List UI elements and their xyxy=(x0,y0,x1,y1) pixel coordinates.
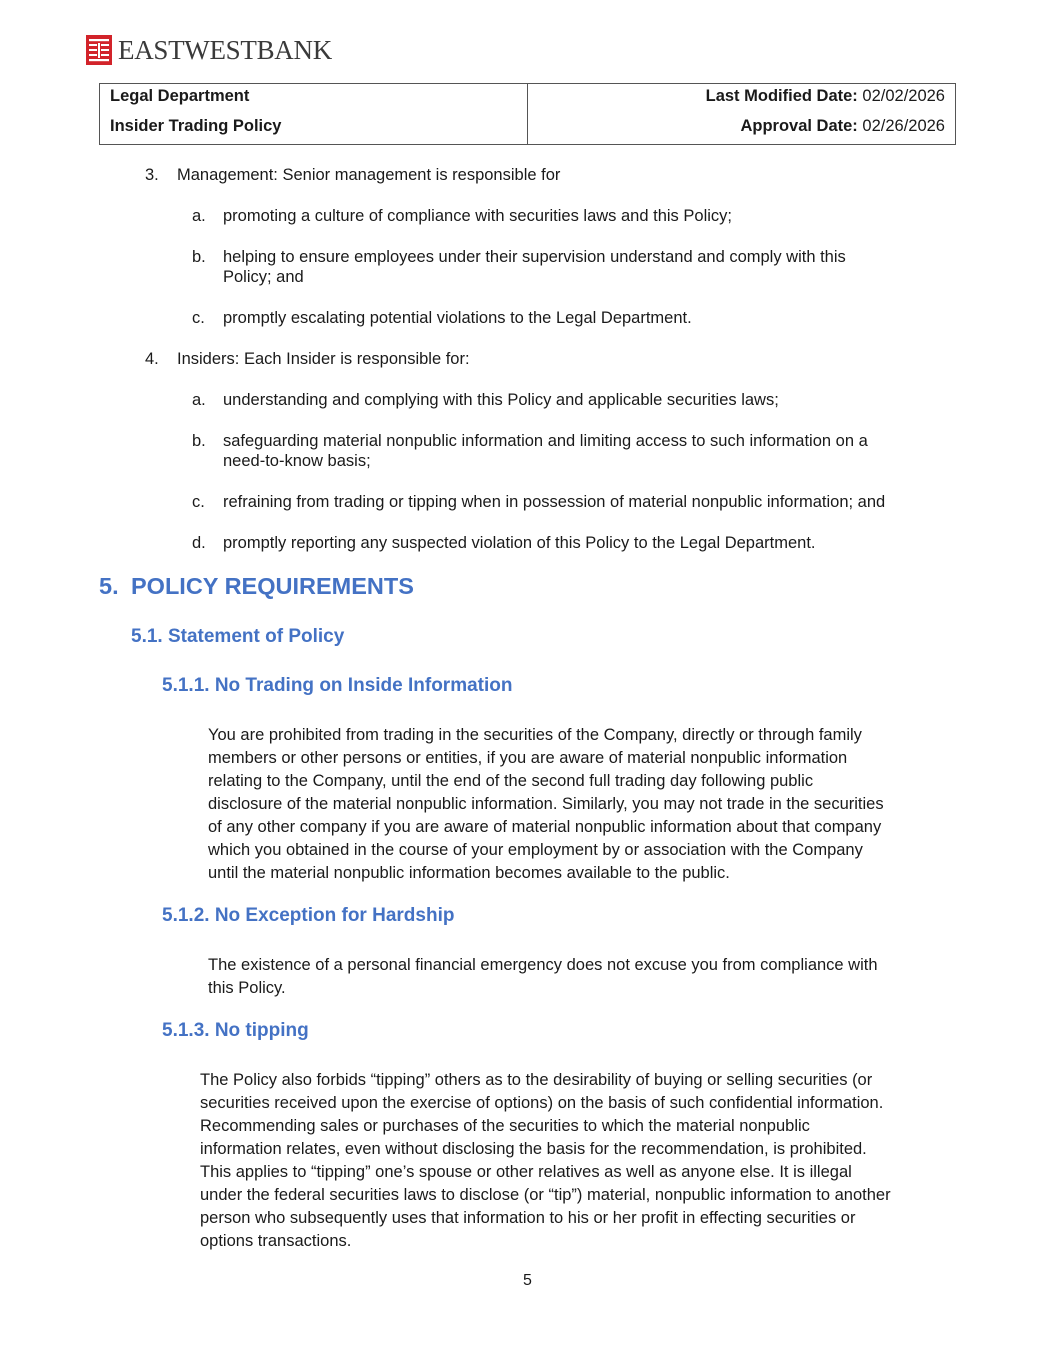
list-item-text: helping to ensure employees under their supervision understand and comply with this xyxy=(223,248,846,266)
insiders-intro: Insiders: Each Insider is responsible for: xyxy=(177,350,470,368)
management-intro: Management: Senior management is responsible for xyxy=(177,166,561,184)
paragraph-line: The existence of a personal financial emergency does not excuse you from compliance with xyxy=(208,956,878,974)
paragraph-511 xyxy=(208,724,884,885)
subsubsection-heading: 5.1.3. No tipping xyxy=(162,1020,309,1041)
paragraph-line: this Policy. xyxy=(208,979,286,997)
subsubsection-heading: 5.1.1. No Trading on Inside Information xyxy=(162,675,513,696)
list-item-text: promoting a culture of compliance with securities laws and this Policy; xyxy=(223,207,732,225)
last-modified-label: Last Modified Date: xyxy=(705,87,858,105)
paragraph-line: securities received upon the exercise of options) on the basis of such confidential information. xyxy=(200,1094,884,1112)
approval-label: Approval Date: xyxy=(740,116,858,135)
section-title: POLICY REQUIREMENTS xyxy=(131,573,414,599)
bank-logo-icon xyxy=(86,35,112,65)
east-west-bank-logo xyxy=(86,34,332,66)
paragraph-line: This applies to “tipping” one’s spouse or other relatives as well as anyone else. It is illegal xyxy=(200,1163,852,1181)
paragraph-line: members or other persons or entities, if you are aware of material nonpublic information xyxy=(208,749,848,767)
subsubsection-heading: 5.1.2. No Exception for Hardship xyxy=(162,905,455,926)
approval-row xyxy=(538,115,945,145)
paragraph-line: The Policy also forbids “tipping” others as to the desirability of buying or selling securities (or xyxy=(200,1071,873,1089)
list-item-text: safeguarding material nonpublic information and limiting access to such information on a xyxy=(223,432,868,450)
paragraph-line: person who subsequently uses that information to his or her profit in effecting securities or xyxy=(200,1209,856,1227)
header-left-cell xyxy=(100,84,528,145)
list-letter: a. xyxy=(192,391,206,409)
paragraph-line: until the material nonpublic information becomes available to the public. xyxy=(208,864,730,882)
list-letter: c. xyxy=(192,309,205,327)
policy-name: Insider Trading Policy xyxy=(110,116,282,135)
section-number: 5. xyxy=(99,573,119,599)
paragraph-line: disclosure of the material nonpublic information. Similarly, you may not trade in the securities xyxy=(208,795,884,813)
department-label: Legal Department xyxy=(110,87,250,105)
list-letter: b. xyxy=(192,248,206,266)
list-item-text: promptly escalating potential violations to the Legal Department. xyxy=(223,309,692,327)
paragraph-line: under the federal securities laws to disclose (or “tip”) material, nonpublic information to another xyxy=(200,1186,891,1204)
header-right-cell xyxy=(528,84,956,145)
list-item-text: promptly reporting any suspected violation of this Policy to the Legal Department. xyxy=(223,534,816,552)
paragraph-line: which you obtained in the course of your employment by or association with the Company xyxy=(208,841,863,859)
page-number: 5 xyxy=(523,1272,532,1289)
list-letter: b. xyxy=(192,432,206,450)
logo-text: EASTWESTBANK xyxy=(118,35,332,65)
document-header-table xyxy=(99,83,956,145)
paragraph-line: options transactions. xyxy=(200,1232,352,1250)
paragraph-line: information relates, even without disclosing the basis for the recommendation, is prohibited. xyxy=(200,1140,867,1158)
list-letter: a. xyxy=(192,207,206,225)
paragraph-513 xyxy=(200,1069,891,1253)
section-heading xyxy=(99,573,414,600)
list-item-text: refraining from trading or tipping when in possession of material nonpublic information; and xyxy=(223,493,886,511)
list-item-text: Policy; and xyxy=(223,268,304,286)
last-modified-value: 02/02/2026 xyxy=(862,87,945,105)
approval-value: 02/26/2026 xyxy=(862,116,945,135)
subsection-heading: 5.1. Statement of Policy xyxy=(131,626,345,647)
paragraph-line: of any other company if you are aware of material nonpublic information about that company xyxy=(208,818,882,836)
paragraph-512 xyxy=(208,954,878,1000)
paragraph-line: Recommending sales or purchases of the securities to which the material nonpublic xyxy=(200,1117,810,1135)
list-letter: d. xyxy=(192,534,206,552)
list-item-text: need-to-know basis; xyxy=(223,452,371,470)
list-number: 4. xyxy=(145,350,159,368)
list-item-text: understanding and complying with this Policy and applicable securities laws; xyxy=(223,391,779,409)
paragraph-line: relating to the Company, until the end of the second full trading day following public xyxy=(208,772,814,790)
list-number: 3. xyxy=(145,166,159,184)
paragraph-line: You are prohibited from trading in the securities of the Company, directly or through family xyxy=(208,726,862,744)
last-modified-row xyxy=(538,84,945,115)
list-letter: c. xyxy=(192,493,205,511)
